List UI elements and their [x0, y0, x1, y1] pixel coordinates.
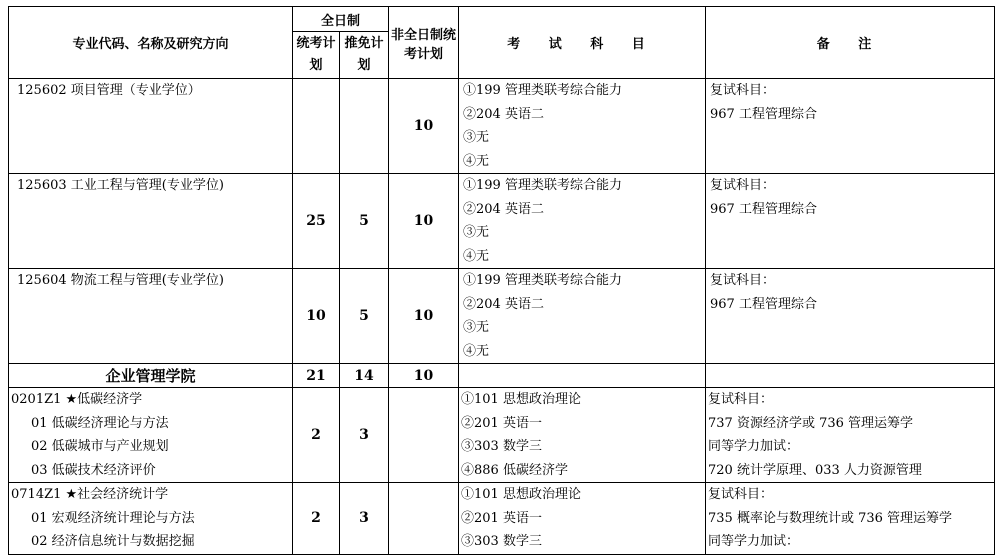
exam-quota: [293, 79, 340, 174]
subject-item: ①101 思想政治理论: [461, 487, 581, 502]
note-line: 720 统计学原理、033 人力资源管理: [708, 462, 922, 478]
college-parttime-total: 10: [389, 364, 459, 388]
subject-item: ②204 英语二: [463, 296, 544, 312]
exempt-quota: 5: [340, 174, 389, 269]
parttime-quota: 10: [389, 269, 459, 364]
subject-item: ①101 思想政治理论: [461, 392, 581, 407]
exempt-quota: [340, 79, 389, 174]
program-name: 125604 物流工程与管理(专业学位): [17, 273, 224, 288]
subject-item: ②204 英语二: [463, 201, 544, 217]
notes: [706, 269, 995, 364]
exempt-quota: 3: [340, 388, 389, 483]
note-line: 复试科目：: [710, 273, 776, 288]
research-direction: 01 低碳经济理论与方法: [31, 415, 169, 431]
admissions-table: [8, 6, 995, 555]
exam-subjects: [459, 388, 706, 483]
header-exam-quota: 统考计划: [293, 32, 340, 79]
subject-item: ③无: [463, 130, 490, 145]
notes: [706, 79, 995, 174]
note-line: 复试科目：: [708, 487, 774, 502]
subject-item: ③无: [463, 225, 490, 240]
note-line: 737 资源经济学或 736 管理运筹学: [708, 415, 914, 431]
notes: [706, 174, 995, 269]
subject-item: ③303 数学三: [461, 534, 542, 549]
exam-subjects: [459, 79, 706, 174]
header-parttime: 非全日制统考计划: [389, 7, 459, 79]
table-row: [9, 483, 995, 555]
notes: [706, 483, 995, 555]
subject-item: ②201 英语一: [461, 510, 542, 526]
college-exempt-total: 14: [340, 364, 389, 388]
table-row: [9, 174, 995, 269]
note-line: 同等学力加试：: [708, 534, 800, 549]
exam-quota: 2: [293, 388, 340, 483]
subject-item: ③无: [463, 320, 490, 335]
research-direction: 03 低碳技术经济评价: [31, 462, 156, 478]
parttime-quota: [389, 483, 459, 555]
note-line: 复试科目：: [710, 83, 776, 98]
program-name: 0201Z1 ★低碳经济学: [11, 392, 143, 407]
subject-item: ④无: [463, 248, 490, 264]
table-row: [9, 388, 995, 483]
research-direction: 02 经济信息统计与数据挖掘: [31, 534, 195, 549]
notes: [706, 388, 995, 483]
parttime-quota: [389, 388, 459, 483]
note-line: 735 概率论与数理统计或 736 管理运筹学: [708, 510, 953, 526]
exam-subjects: [459, 174, 706, 269]
college-name: 企业管理学院: [9, 364, 293, 388]
research-direction: 01 宏观经济统计理论与方法: [31, 510, 195, 526]
program-name: 125602 项目管理（专业学位）: [17, 83, 201, 98]
note-line: 967 工程管理综合: [710, 106, 817, 122]
subject-item: ①199 管理类联考综合能力: [463, 273, 622, 288]
header-notes: 备 注: [706, 7, 995, 79]
exam-subjects: [459, 483, 706, 555]
subject-item: ③303 数学三: [461, 439, 542, 454]
table-row: [9, 269, 995, 364]
note-line: 复试科目：: [710, 178, 776, 193]
table-row: [9, 79, 995, 174]
subject-item: ④无: [463, 153, 490, 169]
exam-quota: 2: [293, 483, 340, 555]
note-line: 967 工程管理综合: [710, 201, 817, 217]
exempt-quota: 5: [340, 269, 389, 364]
note-line: 复试科目：: [708, 392, 774, 407]
college-exam-total: 21: [293, 364, 340, 388]
header-subjects: 考 试 科 目: [459, 7, 706, 79]
exam-quota: 10: [293, 269, 340, 364]
note-line: 967 工程管理综合: [710, 296, 817, 312]
header-fulltime: 全日制: [293, 7, 389, 32]
header-program: 专业代码、名称及研究方向: [9, 7, 293, 79]
exam-subjects: [459, 269, 706, 364]
research-direction: 02 低碳城市与产业规划: [31, 439, 169, 454]
subject-item: ④无: [463, 343, 490, 359]
subject-item: ④886 低碳经济学: [461, 462, 568, 478]
subject-item: ①199 管理类联考综合能力: [463, 83, 622, 98]
subject-item: ②201 英语一: [461, 415, 542, 431]
subject-item: ①199 管理类联考综合能力: [463, 178, 622, 193]
college-row: [9, 364, 995, 388]
header-exempt: 推免计划: [340, 32, 389, 79]
subject-item: ②204 英语二: [463, 106, 544, 122]
exam-quota: 25: [293, 174, 340, 269]
parttime-quota: 10: [389, 79, 459, 174]
exempt-quota: 3: [340, 483, 389, 555]
program-name: 125603 工业工程与管理(专业学位): [17, 178, 224, 193]
parttime-quota: 10: [389, 174, 459, 269]
program-name: 0714Z1 ★社会经济统计学: [11, 487, 169, 502]
note-line: 同等学力加试：: [708, 439, 800, 454]
